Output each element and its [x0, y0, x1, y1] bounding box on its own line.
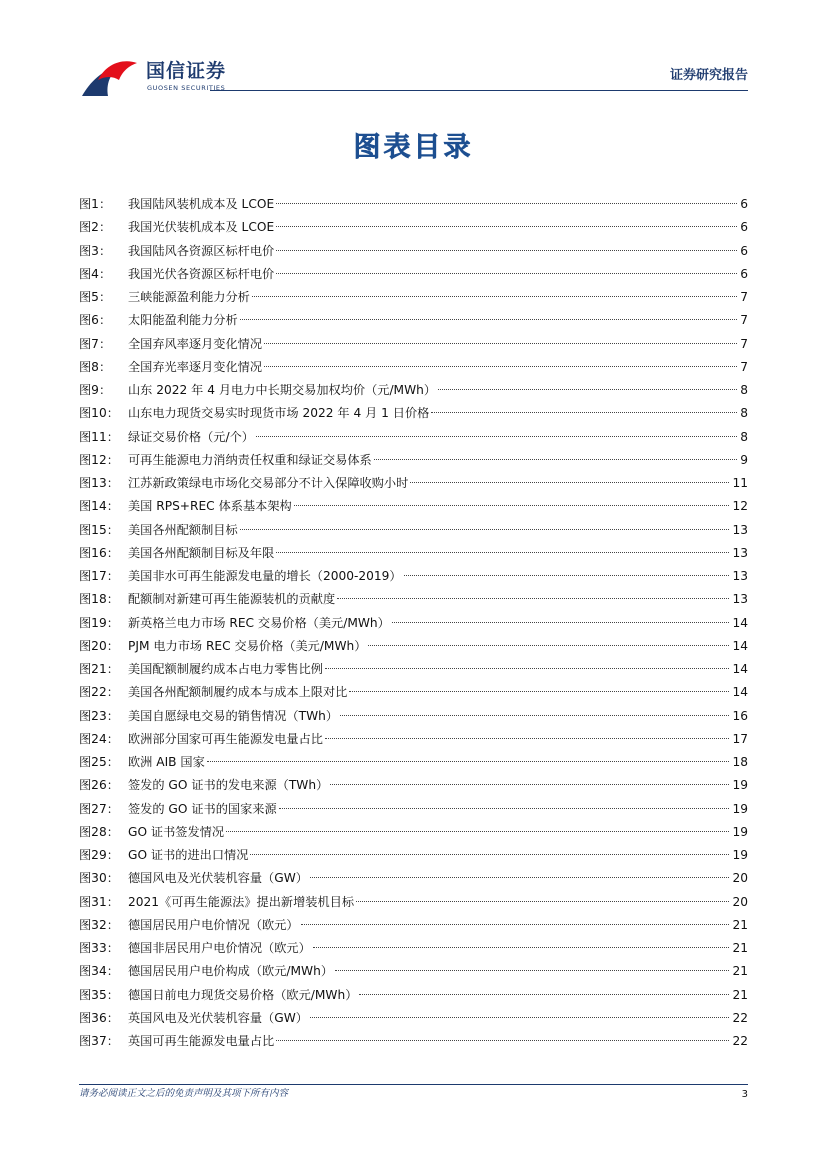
toc-page-number: 21 [732, 964, 748, 979]
toc-dot-leader [335, 970, 729, 971]
toc-entry[interactable] [79, 333, 748, 356]
toc-figure-title: 山东 2022 年 4 月电力中长期交易加权均价（元/MWh） [128, 383, 437, 397]
toc-figure-title: 欧洲部分国家可再生能源发电量占比 [128, 731, 323, 746]
toc-figure-title: 签发的 GO 证书的发电来源（TWh） [128, 778, 329, 793]
toc-dot-leader [276, 226, 737, 227]
toc-page-number: 13 [732, 569, 748, 583]
toc-figure-number: 图3： [79, 243, 112, 258]
toc-entry[interactable] [79, 821, 748, 844]
toc-dot-leader [252, 296, 737, 297]
toc-entry[interactable] [79, 402, 748, 425]
toc-entry[interactable] [79, 519, 748, 542]
toc-dot-leader [276, 203, 737, 204]
toc-page-number: 19 [732, 824, 748, 839]
toc-page-number: 13 [732, 592, 748, 607]
toc-entry[interactable] [79, 891, 748, 914]
toc-page-number: 13 [732, 545, 748, 560]
toc-figure-number: 图15： [79, 522, 119, 537]
toc-dot-leader [374, 459, 737, 460]
toc-dot-leader [368, 645, 729, 646]
toc-entry[interactable] [79, 449, 748, 472]
toc-dot-leader [250, 854, 729, 855]
toc-entry[interactable] [79, 728, 748, 751]
toc-dot-leader [325, 738, 729, 739]
toc-page-number: 8 [740, 429, 748, 444]
toc-dot-leader [276, 552, 729, 553]
toc-entry[interactable] [79, 681, 748, 704]
toc-page-number: 19 [732, 778, 748, 793]
toc-dot-leader [301, 924, 730, 925]
toc-entry[interactable] [79, 240, 748, 263]
toc-page-number: 6 [740, 197, 748, 211]
toc-figure-title: 德国居民用户电价构成（欧元/MWh） [128, 964, 334, 979]
toc-dot-leader [240, 319, 738, 320]
toc-dot-leader [256, 436, 737, 437]
toc-entry[interactable] [79, 612, 748, 635]
toc-entry[interactable] [79, 263, 748, 286]
toc-page-number: 14 [732, 638, 748, 653]
toc-dot-leader [294, 505, 730, 506]
toc-figure-title: 德国居民用户电价情况（欧元） [128, 917, 299, 932]
toc-entry[interactable] [79, 379, 748, 402]
toc-entry[interactable] [79, 658, 748, 681]
toc-figure-title: 签发的 GO 证书的国家来源 [128, 801, 277, 816]
toc-dot-leader [404, 575, 730, 576]
toc-entry[interactable] [79, 844, 748, 867]
page-title: 图表目录 [353, 132, 474, 163]
guosen-logo-icon [80, 56, 138, 98]
toc-page-number: 7 [740, 290, 748, 304]
footer-disclaimer: 请务必阅读正文之后的免责声明及其项下所有内容 [79, 1088, 289, 1099]
toc-figure-title: 美国各州配额制目标及年限 [128, 545, 275, 560]
toc-page-number: 21 [732, 917, 748, 932]
toc-figure-title: 2021《可再生能源法》提出新增装机目标 [128, 894, 355, 909]
toc-figure-number: 图17： [79, 569, 119, 583]
toc-figure-number: 图14： [79, 499, 119, 514]
toc-entry[interactable] [79, 1030, 748, 1053]
toc-figure-number: 图18： [79, 592, 119, 607]
toc-figure-title: 德国非居民用户电价情况（欧元） [128, 941, 311, 955]
toc-page-number: 19 [732, 801, 748, 816]
toc-page-number: 22 [732, 1034, 748, 1048]
toc-page-number: 7 [740, 336, 748, 351]
toc-figure-title: 我国光伏各资源区标杆电价 [128, 266, 275, 281]
toc-page-number: 22 [732, 1010, 748, 1025]
toc-figure-number: 图2： [79, 220, 112, 235]
toc-entry[interactable] [79, 193, 748, 216]
toc-figure-title: 绿证交易价格（元/个） [128, 429, 254, 444]
toc-page-number: 18 [732, 755, 748, 769]
toc-figure-number: 图26： [79, 778, 119, 793]
header-divider [210, 90, 748, 91]
toc-page-number: 6 [740, 220, 748, 235]
toc-entry[interactable] [79, 356, 748, 379]
toc-figure-title: 美国非水可再生能源发电量的增长（2000-2019） [128, 569, 402, 583]
toc-figure-number: 图8： [79, 359, 112, 374]
toc-figure-number: 图24： [79, 731, 119, 746]
brand-name-en: GUOSEN SECURITIES [147, 84, 226, 92]
toc-page-number: 20 [732, 871, 748, 886]
toc-figure-number: 图20： [79, 638, 119, 653]
toc-figure-number: 图10： [79, 406, 119, 421]
toc-entry[interactable] [79, 542, 748, 565]
toc-figure-title: 美国各州配额制履约成本与成本上限对比 [128, 685, 348, 700]
toc-entry[interactable] [79, 216, 748, 239]
page-number: 3 [741, 1089, 748, 1100]
toc-figure-number: 图4： [79, 266, 112, 281]
toc-figure-number: 图1： [79, 197, 112, 211]
toc-figure-title: 江苏新政策绿电市场化交易部分不计入保障收购小时 [128, 476, 409, 490]
toc-figure-number: 图35： [79, 987, 119, 1002]
toc-dot-leader [310, 1017, 730, 1018]
toc-page-number: 21 [732, 941, 748, 955]
toc-entry[interactable] [79, 705, 748, 728]
toc-entry[interactable] [79, 984, 748, 1007]
toc-figure-number: 图21： [79, 662, 119, 676]
toc-page-number: 16 [732, 708, 748, 723]
toc-dot-leader [325, 668, 729, 669]
toc-dot-leader [207, 761, 730, 762]
toc-figure-title: 美国各州配额制目标 [128, 522, 238, 537]
toc-entry[interactable] [79, 751, 748, 774]
toc-entry[interactable] [79, 286, 748, 309]
toc-dot-leader [356, 901, 729, 902]
toc-entry[interactable] [79, 867, 748, 890]
toc-dot-leader [226, 831, 729, 832]
toc-figure-title: 太阳能盈利能力分析 [128, 313, 238, 328]
toc-figure-title: 新英格兰电力市场 REC 交易价格（美元/MWh） [128, 615, 390, 630]
toc-dot-leader [431, 412, 737, 413]
toc-figure-title: 全国弃光率逐月变化情况 [128, 359, 263, 374]
toc-dot-leader [276, 273, 737, 274]
toc-figure-number: 图34： [79, 964, 119, 979]
toc-figure-title: 美国 RPS+REC 体系基本架构 [128, 499, 292, 514]
toc-dot-leader [349, 691, 729, 692]
toc-page-number: 8 [740, 383, 748, 397]
toc-page-number: 14 [732, 615, 748, 630]
toc-dot-leader [310, 877, 730, 878]
toc-figure-number: 图19： [79, 615, 119, 630]
toc-page-number: 12 [732, 499, 748, 514]
toc-figure-title: 德国日前电力现货交易价格（欧元/MWh） [128, 987, 358, 1002]
toc-figure-title: 我国陆风装机成本及 LCOE [128, 197, 275, 211]
toc-figure-number: 图31： [79, 894, 119, 909]
toc-page-number: 20 [732, 894, 748, 909]
toc-page-number: 14 [732, 662, 748, 676]
toc-dot-leader [276, 250, 737, 251]
toc-figure-number: 图7： [79, 336, 112, 351]
toc-figure-number: 图16： [79, 545, 119, 560]
toc-figure-number: 图13： [79, 476, 119, 490]
toc-figure-title: 英国可再生能源发电量占比 [128, 1034, 275, 1048]
toc-entry[interactable] [79, 960, 748, 983]
toc-figure-number: 图11： [79, 429, 119, 444]
toc-dot-leader [337, 598, 729, 599]
toc-figure-title: GO 证书签发情况 [128, 824, 225, 839]
toc-dot-leader [313, 947, 730, 948]
toc-dot-leader [276, 1040, 729, 1041]
toc-entry[interactable] [79, 937, 748, 960]
toc-page-number: 7 [740, 359, 748, 374]
toc-page-number: 8 [740, 406, 748, 421]
toc-figure-title: 可再生能源电力消纳责任权重和绿证交易体系 [128, 452, 372, 467]
brand-name: 国信证券 [146, 60, 227, 82]
toc-page-number: 6 [740, 266, 748, 281]
toc-page-number: 13 [732, 522, 748, 537]
toc-page-number: 19 [732, 848, 748, 862]
toc-dot-leader [340, 715, 729, 716]
footer-divider [79, 1084, 748, 1085]
toc-figure-title: GO 证书的进出口情况 [128, 848, 249, 862]
toc-figure-title: 三峡能源盈利能力分析 [128, 290, 250, 304]
toc-dot-leader [438, 389, 737, 390]
page-header [0, 0, 827, 100]
toc-dot-leader [410, 482, 729, 483]
toc-entry[interactable] [79, 309, 748, 332]
toc-dot-leader [264, 366, 737, 367]
toc-figure-title: 全国弃风率逐月变化情况 [128, 336, 263, 351]
toc-entry[interactable] [79, 495, 748, 518]
toc-figure-title: 山东电力现货交易实时现货市场 2022 年 4 月 1 日价格 [128, 406, 430, 421]
toc-dot-leader [264, 343, 737, 344]
toc-dot-leader [330, 784, 729, 785]
toc-page-number: 9 [740, 452, 748, 467]
toc-entry[interactable] [79, 635, 748, 658]
toc-figure-title: 美国自愿绿电交易的销售情况（TWh） [128, 708, 339, 723]
toc-dot-leader [240, 529, 730, 530]
toc-figure-title: 配额制对新建可再生能源装机的贡献度 [128, 592, 336, 607]
toc-entry[interactable] [79, 1007, 748, 1030]
toc-figure-number: 图27： [79, 801, 119, 816]
toc-page-number: 6 [740, 243, 748, 258]
toc-figure-title: 英国风电及光伏装机容量（GW） [128, 1010, 308, 1025]
toc-page-number: 7 [740, 313, 748, 328]
toc-page-number: 17 [732, 731, 748, 746]
toc-figure-number: 图28： [79, 824, 119, 839]
toc-entry[interactable] [79, 472, 748, 495]
toc-figure-number: 图29： [79, 848, 119, 862]
toc-figure-title: 我国陆风各资源区标杆电价 [128, 243, 275, 258]
toc-figure-title: 我国光伏装机成本及 LCOE [128, 220, 275, 235]
toc-entry[interactable] [79, 774, 748, 797]
toc-entry[interactable] [79, 798, 748, 821]
toc-figure-number: 图23： [79, 708, 119, 723]
toc-page-number: 11 [732, 476, 748, 490]
toc-figure-number: 图12： [79, 452, 119, 467]
report-type-label: 证券研究报告 [669, 68, 748, 83]
toc-dot-leader [279, 808, 730, 809]
toc-figure-number: 图33： [79, 941, 119, 955]
toc-page-number: 21 [732, 987, 748, 1002]
toc-figure-number: 图9： [79, 383, 112, 397]
toc-figure-title: 欧洲 AIB 国家 [128, 755, 205, 769]
toc-figure-title: 德国风电及光伏装机容量（GW） [128, 871, 308, 886]
toc-figure-title: PJM 电力市场 REC 交易价格（美元/MWh） [128, 638, 367, 653]
toc-entry[interactable] [79, 914, 748, 937]
toc-page-number: 14 [732, 685, 748, 700]
toc-figure-number: 图37： [79, 1034, 119, 1048]
toc-entry[interactable] [79, 565, 748, 588]
toc-entry[interactable] [79, 426, 748, 449]
toc-figure-number: 图25： [79, 755, 119, 769]
toc-figure-number: 图36： [79, 1010, 119, 1025]
toc-figure-title: 美国配额制履约成本占电力零售比例 [128, 662, 323, 676]
toc-figure-number: 图5： [79, 290, 112, 304]
toc-entry[interactable] [79, 588, 748, 611]
toc-figure-number: 图30： [79, 871, 119, 886]
toc-figure-number: 图22： [79, 685, 119, 700]
toc-figure-number: 图6： [79, 313, 112, 328]
toc-figure-number: 图32： [79, 917, 119, 932]
figure-list [79, 193, 748, 1053]
toc-dot-leader [359, 994, 729, 995]
toc-dot-leader [392, 622, 730, 623]
